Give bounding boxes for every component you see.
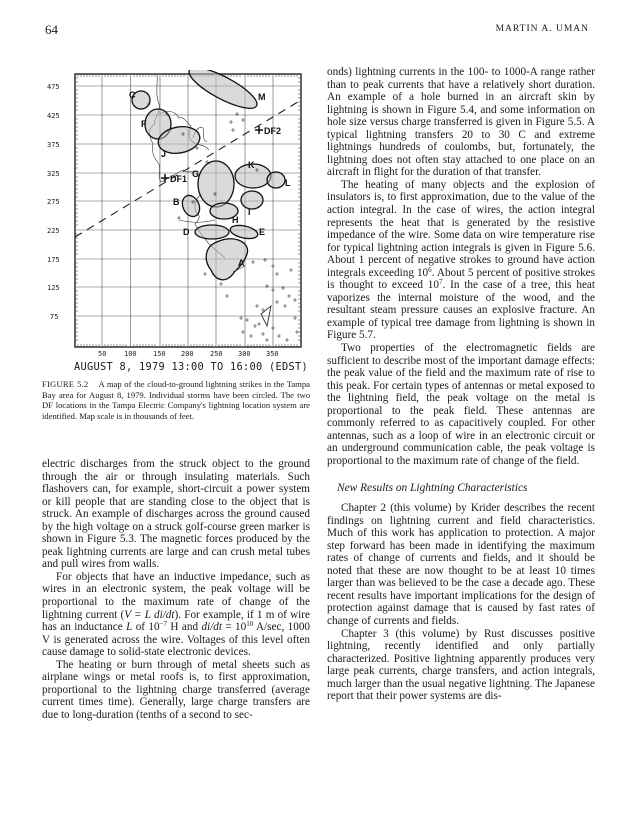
- storm-m: [184, 70, 261, 116]
- y-tick-label: 475: [47, 83, 60, 91]
- section-heading: New Results on Lightning Characteristics: [337, 481, 528, 494]
- y-tick-label: 425: [47, 112, 60, 120]
- x-tick-label: 300: [238, 350, 251, 358]
- page-number: 64: [45, 22, 58, 37]
- storm-label-m: M: [258, 92, 266, 102]
- x-tick-label: 50: [98, 350, 107, 358]
- storm-label-e: E: [259, 227, 266, 237]
- paragraph: The heating of many objects and the explosion of insulators is, to first approximation, due to the value of the action integral. In the case of wires, the action integral represents the heat that is generated by the resistive impedance of the wire. Some data on wire temperature rise for typical lightning action integrals is given in Figure 5.6. About 1 percent of negative strokes to ground have action integrals exceeding $10^6$. About 5 percent of positive strokes is thought to exceed $10^7$. In the case of a tree, this heat vaporizes the internal moisture of the wood, and the resultant steam pressure causes an explosive fracture. An example of typical tree damage from lightning is shown in Figure 5.7.: [327, 178, 595, 342]
- lightning-strike-map: [40, 70, 312, 360]
- storm-label-j: J: [161, 149, 167, 159]
- y-tick-label: 75: [50, 313, 59, 321]
- storm-e: [229, 223, 259, 241]
- x-tick-label: 250: [210, 350, 223, 358]
- paragraph: Two properties of the electromagnetic fields are sufficient to describe most of the important damage effects: the peak value of the field and the maximum rate of rise to this peak. For certain types of antennas or metal exposed to the lightning field, the peak voltage on the metal is proportional to the peak field. These antennas are commonly referred to as capacitively coupled. For other antennas, such as a loop of wire in an electronic circuit or an underground communication cable, the peak voltage is proportional to the maximum rate of change of the field.: [327, 342, 595, 467]
- storm-label-k: K: [248, 160, 255, 170]
- storm-d: [195, 225, 229, 239]
- paragraph: electric discharges from the struck object to the ground through the air or through insulating materials. Such flashovers can, for example, short-circuit a power system or kill people that are standing close to the object that is struck. An example of discharges across the ground caused by the high voltage on a struck golf-course green marker is shown in Figure 5.3. The magnetic forces produced by the peak lightning currents are large and can crush metal tubes and pull wires from walls.: [42, 458, 310, 571]
- storm-label-i: I: [248, 207, 251, 217]
- paragraph: For objects that have an inductive impedance, such as wires in an electronic system, the peak voltage will be proportional to the maximum rate of change of the lightning current (V = L di/dt). For example, if 1 m of wire has an inductance L of $10^{-7}$ H and $di/dt = 10^{10}$ A/sec, 1000 V is generated across the wire. Voltages of this level often cause damage to solid-state electronic devices.: [42, 570, 311, 659]
- x-tick-label: 200: [181, 350, 194, 358]
- running-head: MARTIN A. UMAN: [495, 24, 589, 34]
- paragraph: onds) lightning currents in the 100- to 1000-A range rather than to peak currents that have a relatively short duration. An example of a hole burned in an aircraft skin by lightning is shown in Figure 5.4, and some information on hole size versus charge transferred is given in Figure 5.5. A typical lightning transfers 20 to 30 C and extreme lightnings hundreds of coulombs, but, fortunately, the lightning does not often stay attached to one place on an aircraft in flight for the duration of that transfer.: [327, 66, 595, 179]
- storm-label-h: H: [232, 215, 239, 225]
- y-tick-label: 375: [47, 141, 60, 149]
- storm-label-b: B: [173, 197, 180, 207]
- x-tick-label: 150: [153, 350, 166, 358]
- df1-label: DF1: [170, 174, 188, 184]
- paragraph: Chapter 2 (this volume) by Krider describes the recent findings on lightning current and field characteristics. Much of this work has application to protection. A major step forward has been made in identifying the maximum rates of change of currents and fields, and it should be noted that these are now thought to be at least 10 times larger than was believed to be the case a decade ago. These recent results have important implications for the design of protection against damage that is caused by fast rates of change of currents and fields.: [327, 502, 595, 627]
- right-column: [327, 66, 595, 703]
- storm-l: [267, 172, 285, 188]
- y-tick-label: 225: [47, 227, 60, 235]
- y-tick-label: 125: [47, 284, 60, 292]
- storm-label-d: D: [183, 227, 190, 237]
- storm-label-f: F: [141, 119, 147, 129]
- storm-label-c: C: [129, 90, 136, 100]
- storm-label-g: G: [192, 169, 200, 179]
- storm-b: [179, 193, 203, 220]
- x-tick-label: 100: [124, 350, 137, 358]
- storm-label-a: A: [238, 258, 245, 268]
- storm-label-l: L: [285, 178, 291, 188]
- x-tick-label: 350: [266, 350, 279, 358]
- y-tick-label: 325: [47, 170, 60, 178]
- y-tick-label: 175: [47, 256, 60, 264]
- storm-i: [241, 191, 263, 209]
- storm-g: [198, 161, 234, 207]
- y-tick-label: 275: [47, 198, 60, 206]
- figure-label: FIGURE 5.2: [42, 379, 89, 389]
- map-date-range: AUGUST 8, 1979 13:00 TO 16:00 (EDST): [74, 361, 308, 373]
- left-column: [42, 458, 310, 721]
- figure-caption-text: A map of the cloud-to-ground lightning strikes in the Tampa Bay area for August 8, 1979. Individual storms have been circled. The two DF locations in the Tampa Electric Company's lightning location system are identified. Map scale is in thousands of feet.: [42, 379, 310, 421]
- paragraph: The heating or burn through of metal sheets such as airplane wings or metal roofs is, to first approximation, proportional to the lightning charge transferred (average current times time). Generally, large charge transfers are due to long-duration (tenths of a second to sec-: [42, 658, 310, 721]
- figure-caption: [42, 379, 310, 421]
- paragraph: Chapter 3 (this volume) by Rust discusses positive lightning, recently identified and only partially characterized. Positive lightning apparently produces very large peak currents, charge transfers, and action integrals, much larger than the usual negative lightning. The Japanese report that their power systems are dis-: [327, 627, 595, 703]
- df2-label: DF2: [264, 126, 282, 136]
